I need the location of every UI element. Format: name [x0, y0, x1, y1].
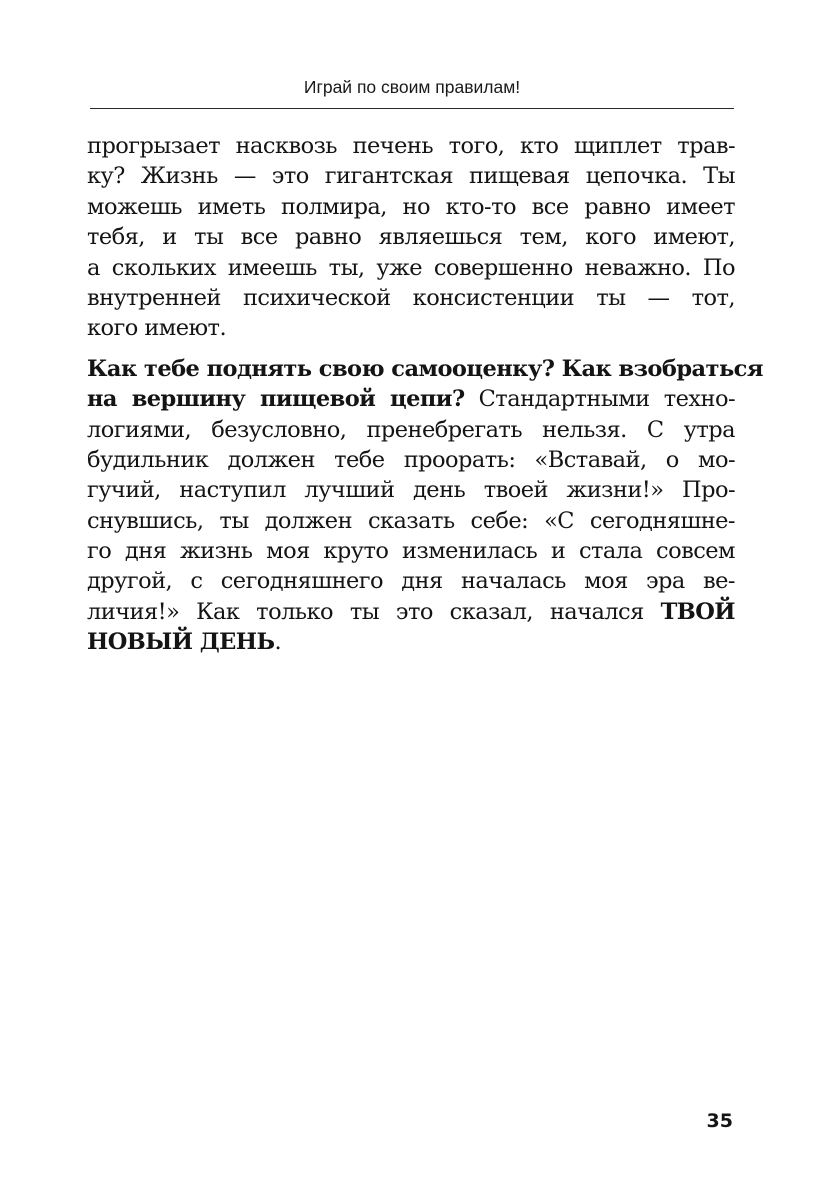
bold-emphasis: НОВЫЙ ДЕНЬ: [87, 629, 275, 656]
bold-emphasis: ТВОЙ: [660, 598, 735, 625]
text-line: [87, 627, 735, 657]
text-line: го дня жизнь моя круто изменилась и стала совсем: [87, 538, 735, 565]
paragraph-1: [87, 131, 735, 344]
bold-question: Как тебе поднять свою самооценку? Как взобраться: [87, 355, 763, 382]
header-rule: [90, 108, 734, 109]
text-line: тебя, и ты все равно являешься тем, кого имеют,: [87, 224, 735, 251]
text-line: кого имеют.: [87, 315, 227, 342]
text-line: [87, 354, 763, 384]
text-line: снувшись, ты должен сказать себе: «С сегодняшне-: [87, 507, 735, 534]
page-body: [87, 131, 763, 658]
bold-question: на вершину пищевой цепи?: [87, 386, 465, 413]
text-run: Стандартными техно-: [464, 386, 735, 413]
text-line: [87, 597, 735, 627]
text-line: другой, с сегодняшнего дня началась моя эра ве-: [87, 568, 735, 595]
text-line: прогрызает насквозь печень того, кто щиплет трав-: [87, 133, 735, 159]
paragraph-2: [87, 354, 763, 658]
text-line: а скольких имеешь ты, уже совершенно неважно. По: [87, 254, 735, 281]
text-line: ку? Жизнь — это гигантская пищевая цепочка. Ты: [87, 163, 735, 190]
page-number: 35: [706, 1110, 733, 1132]
text-line: можешь иметь полмира, но кто-то все равно имеет: [87, 193, 735, 220]
text-line: гучий, наступил лучший день твоей жизни!» Про-: [87, 477, 735, 504]
text-line: [87, 384, 735, 414]
running-head: Играй по своим правилам!: [303, 77, 521, 97]
text-line: логиями, безусловно, пренебрегать нельзя. С утра: [87, 416, 735, 443]
text-run: .: [274, 629, 282, 656]
text-line: внутренней психической консистенции ты — тот,: [87, 284, 735, 311]
text-run: личия!» Как только ты это сказал, начался: [87, 598, 661, 625]
paragraph-gap: [87, 344, 735, 354]
text-line: будильник должен тебе проорать: «Вставай, о мо-: [87, 446, 735, 473]
